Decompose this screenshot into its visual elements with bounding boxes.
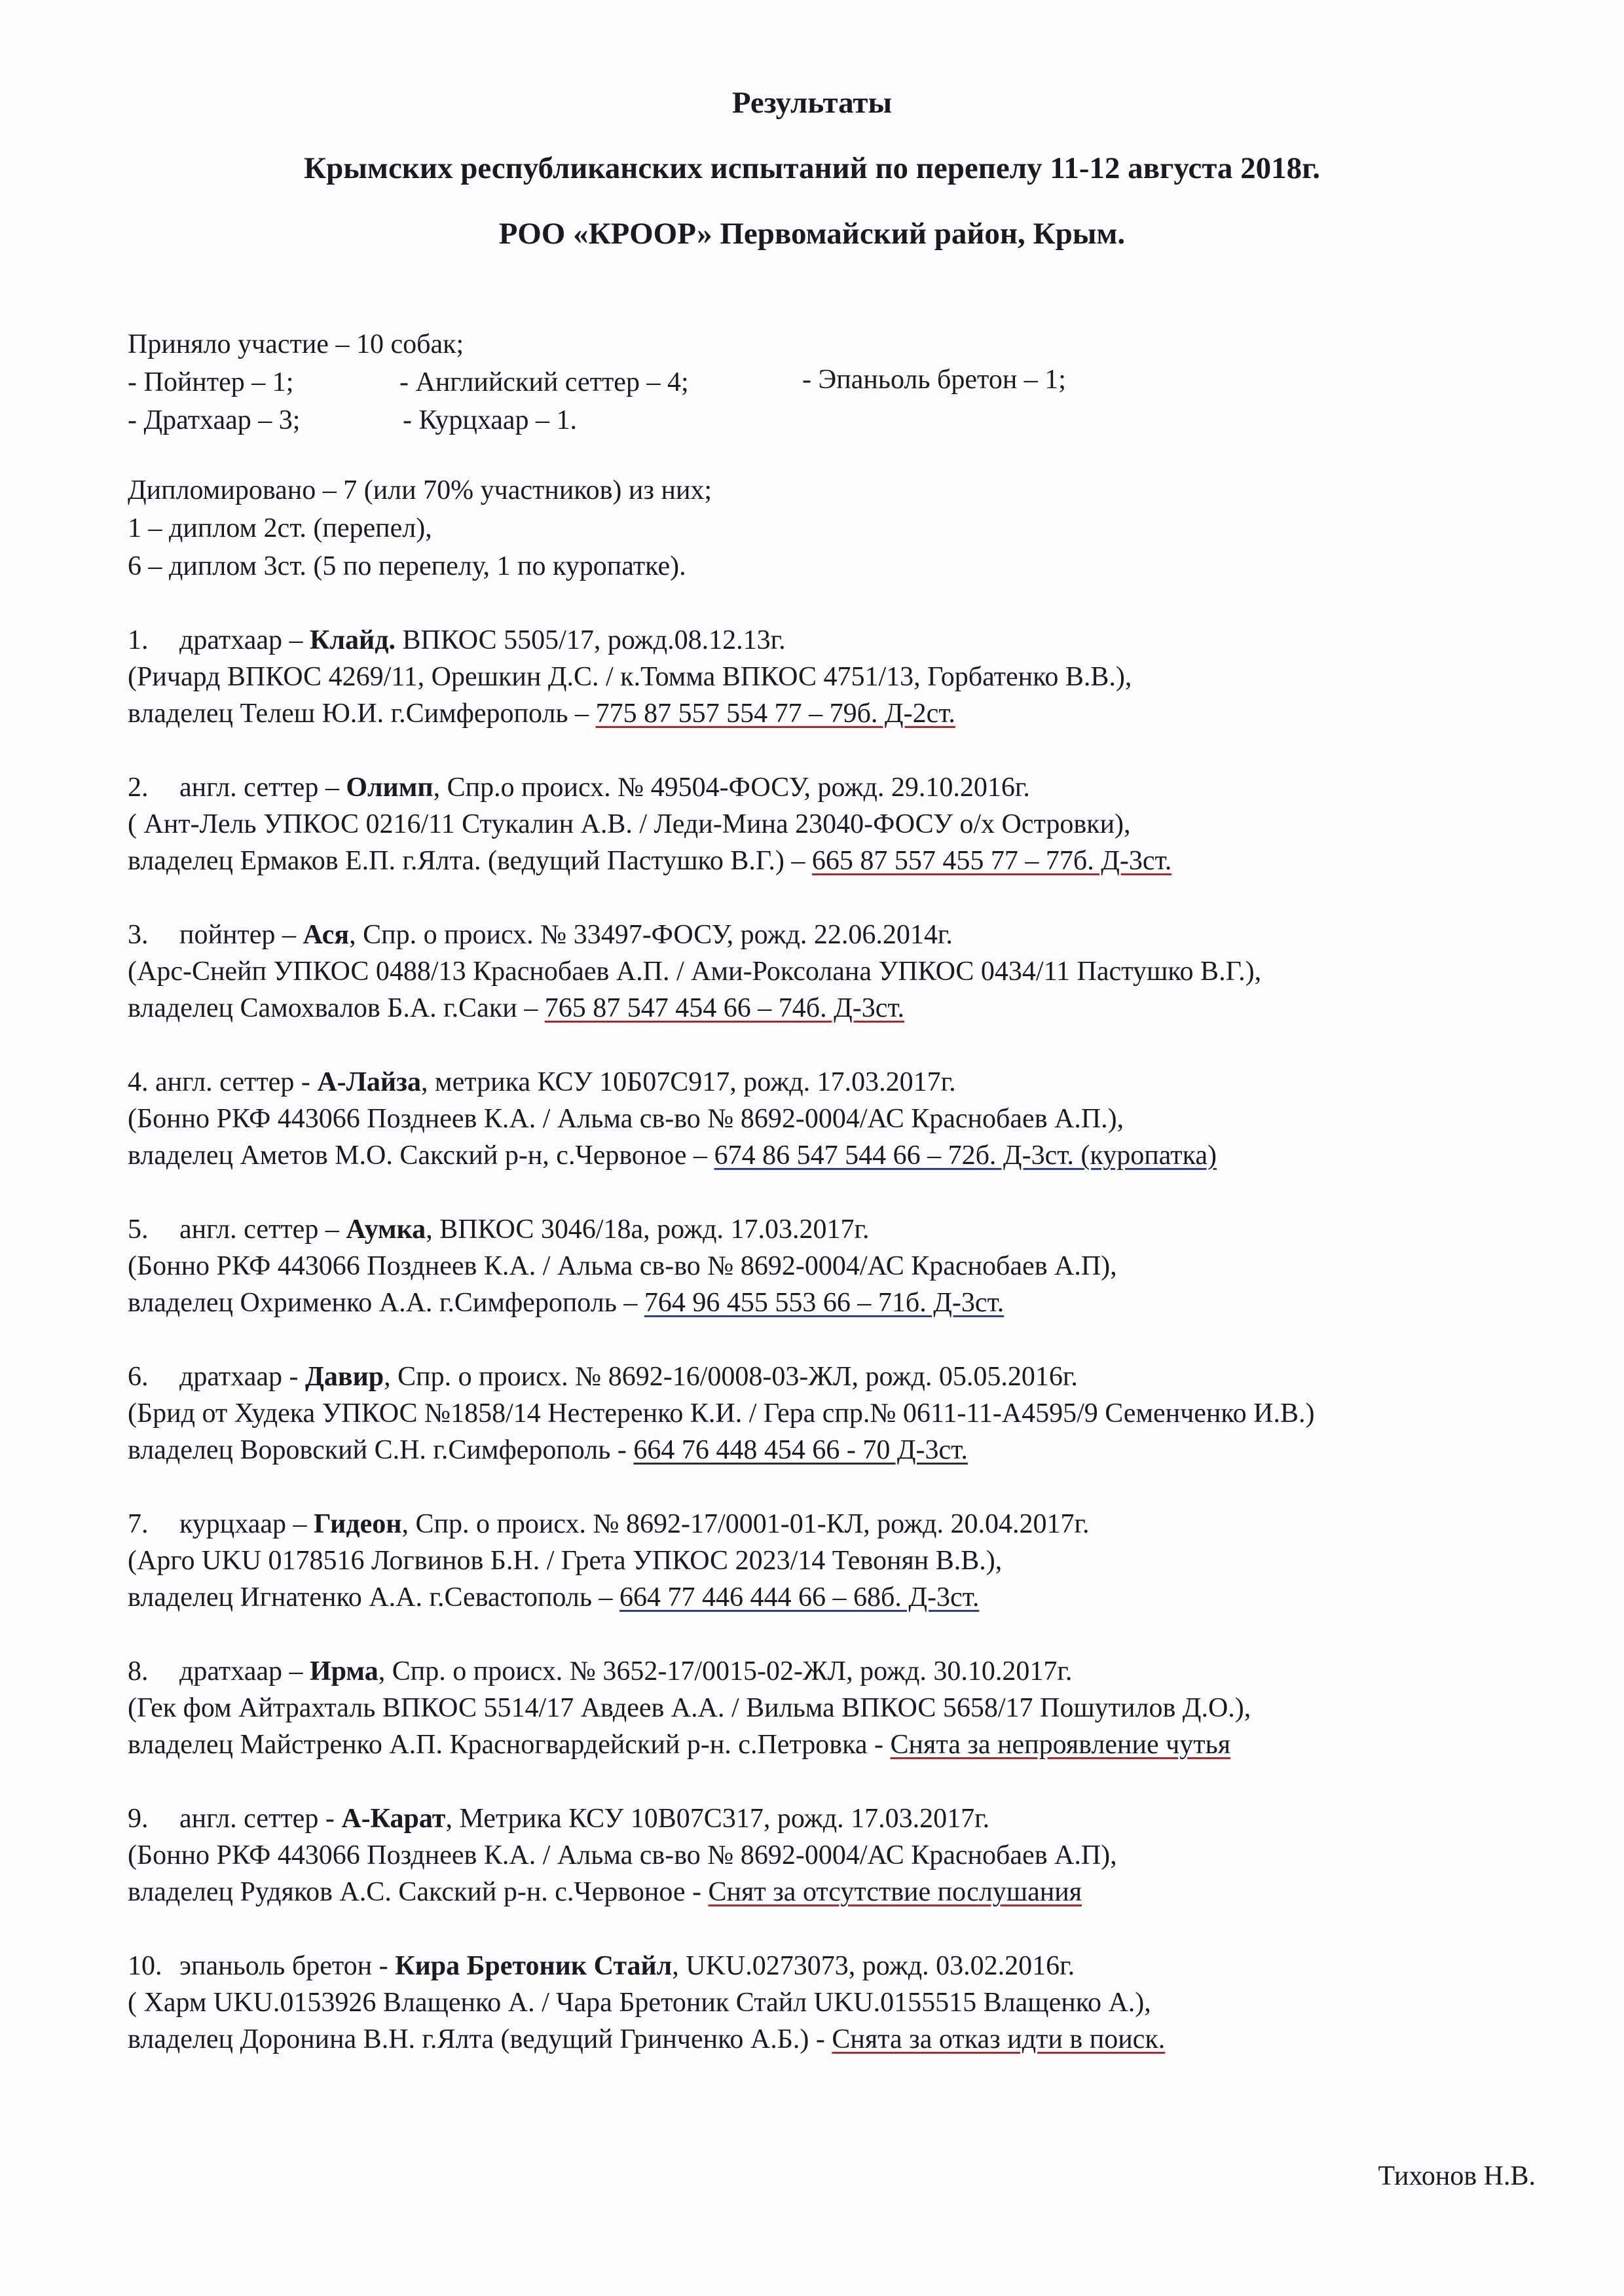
entry-details: ВПКОС 5505/17, рожд.08.12.13г. xyxy=(395,625,786,655)
entry-number: 6. xyxy=(128,1362,149,1392)
entry-breed: англ. сеттер - xyxy=(155,1067,318,1097)
diploma-2nd-line: 1 – диплом 2ст. (перепел), xyxy=(128,513,432,543)
entry-owner-line xyxy=(128,843,1588,879)
entry-dog-name: А-Лайза xyxy=(317,1067,422,1097)
entry-owner-line xyxy=(128,1874,1588,1910)
entry-result: 765 87 547 454 66 – 74б. Д-3ст. xyxy=(544,993,905,1023)
entry-breed: дратхаар - xyxy=(179,1362,305,1392)
result-entry xyxy=(128,1800,1588,1910)
entry-number: 2. xyxy=(128,773,149,803)
entry-result: 674 86 547 544 66 – 72б. Д-3ст. (куропатка) xyxy=(714,1140,1217,1171)
entry-details: , Спр.о происх. № 49504-ФОСУ, рожд. 29.10.2016г. xyxy=(433,773,1030,803)
diploma-3rd-line: 6 – диплом 3ст. (5 по перепелу, 1 по куропатке). xyxy=(128,551,686,581)
entry-number: 10. xyxy=(128,1951,162,1981)
entry-parents: (Бонно РКФ 443066 Позднеев К.А. / Альма св-во № 8692-0004/АС Краснобаев А.П.), xyxy=(128,1104,1124,1134)
entry-parents: (Арго UKU 0178516 Логвинов Б.Н. / Грета УПКОС 2023/14 Тевонян В.В.), xyxy=(128,1546,1003,1576)
entry-head xyxy=(128,1506,1588,1542)
entry-number: 3. xyxy=(128,920,149,950)
entry-dog-name: Гидеон xyxy=(314,1509,402,1539)
entry-result: 775 87 557 554 77 – 79б. Д-2ст. xyxy=(595,699,955,729)
entry-details: , метрика КСУ 10Б07С917, рожд. 17.03.2017г. xyxy=(421,1067,956,1097)
breed-count-drahthaar: - Дратхаар – 3; xyxy=(128,405,301,435)
entry-owner-line xyxy=(128,2021,1588,2058)
result-entry xyxy=(128,769,1588,879)
entry-dog-name: Давир xyxy=(305,1362,384,1392)
entry-dog-name: Ася xyxy=(303,920,350,950)
entry-breed: пойнтер – xyxy=(179,920,303,950)
participated-line xyxy=(128,325,464,363)
entry-details: , Спр. о происх. № 3652-17/0015-02-ЖЛ, рожд. 30.10.2017г. xyxy=(378,1656,1073,1686)
entry-owner: владелец Воровский С.Н. г.Симферополь - xyxy=(128,1435,634,1465)
entry-result: Снят за отсутствие послушания xyxy=(708,1877,1082,1907)
entry-details: , ВПКОС 3046/18а, рожд. 17.03.2017г. xyxy=(426,1214,870,1245)
entry-owner: владелец Телеш Ю.И. г.Симферополь – xyxy=(128,699,596,729)
entry-breed: дратхаар – xyxy=(179,1656,310,1686)
entry-result: Снята за непроявление чутья xyxy=(890,1730,1231,1760)
entry-parents: (Гек фом Айтрахталь ВПКОС 5514/17 Авдеев А.А. / Вильма ВПКОС 5658/17 Пошутилов Д.О.), xyxy=(128,1693,1251,1723)
document-subtitle: Крымских республиканских испытаний по перепелу 11-12 августа 2018г. xyxy=(304,151,1320,185)
entry-details: , Спр. о происх. № 8692-16/0008-03-ЖЛ, рожд. 05.05.2016г. xyxy=(384,1362,1078,1392)
entry-owner: владелец Ермаков Е.П. г.Ялта. (ведущий Пастушко В.Г.) – xyxy=(128,846,812,876)
participation-summary xyxy=(128,325,1066,439)
breeds-row-1 xyxy=(128,363,1066,401)
result-entry xyxy=(128,1211,1588,1321)
entry-parents: ( Харм UKU.0153926 Влащенко А. / Чара Бретоник Стайл UKU.0155515 Влащенко А.), xyxy=(128,1988,1151,2018)
entry-owner: владелец Самохвалов Б.А. г.Саки – xyxy=(128,993,545,1023)
entry-parents: (Бонно РКФ 443066 Позднеев К.А. / Альма св-во № 8692-0004/АС Краснобаев А.П), xyxy=(128,1251,1117,1281)
participated-text: Приняло участие – 10 собак; xyxy=(128,329,464,359)
entry-parents: ( Ант-Лель УПКОС 0216/11 Стукалин А.В. / Леди-Мина 23040-ФОСУ о/х Островки), xyxy=(128,809,1131,839)
document-title: Результаты xyxy=(731,86,893,120)
entry-dog-name: Аумка xyxy=(346,1214,426,1245)
entry-number: 7. xyxy=(128,1509,149,1539)
breeds-row-2 xyxy=(128,401,578,439)
entry-details: , UKU.0273073, рожд. 03.02.2016г. xyxy=(672,1951,1075,1981)
entry-head xyxy=(128,769,1588,806)
entry-breed: дратхаар – xyxy=(179,625,310,655)
entry-details: , Метрика КСУ 10В07С317, рожд. 17.03.2017г. xyxy=(445,1804,990,1834)
entry-head xyxy=(128,1800,1588,1837)
result-entry xyxy=(128,1506,1588,1616)
result-entry xyxy=(128,1064,1588,1174)
entry-result: 664 76 448 454 66 - 70 Д-3ст. xyxy=(633,1435,968,1465)
entry-owner: владелец Доронина В.Н. г.Ялта (ведущий Гринченко А.Б.) - xyxy=(128,2024,832,2054)
entry-dog-name: Клайд. xyxy=(310,625,396,655)
breed-count-kurzhaar: - Курцхаар – 1. xyxy=(403,405,578,435)
diploma-total-line: Дипломировано – 7 (или 70% участников) из них; xyxy=(128,475,712,505)
entry-breed: эпаньоль бретон - xyxy=(179,1951,396,1981)
entry-parents: (Арс-Снейп УПКОС 0488/13 Краснобаев А.П. / Ами-Роксолана УПКОС 0434/11 Пастушко В.Г.), xyxy=(128,957,1262,987)
entry-head xyxy=(128,1064,1588,1101)
entry-result: Снята за отказ идти в поиск. xyxy=(832,2024,1166,2054)
entry-owner-line xyxy=(128,990,1588,1027)
entry-number: 1. xyxy=(128,625,149,655)
result-entry xyxy=(128,1358,1588,1468)
entry-details: , Спр. о происх. № 8692-17/0001-01-КЛ, рожд. 20.04.2017г. xyxy=(401,1509,1090,1539)
breed-count-epagneul-breton: - Эпаньоль бретон – 1; xyxy=(802,365,1066,395)
entry-head xyxy=(128,622,1588,659)
breed-count-pointer: - Пойнтер – 1; xyxy=(128,367,294,397)
entry-dog-name: Ирма xyxy=(310,1656,378,1686)
entry-dog-name: А-Карат xyxy=(341,1804,446,1834)
entry-parents: (Бонно РКФ 443066 Позднеев К.А. / Альма св-во № 8692-0004/АС Краснобаев А.П), xyxy=(128,1840,1117,1870)
result-entry xyxy=(128,917,1588,1027)
breed-count-english-setter: - Английский сеттер – 4; xyxy=(399,367,689,397)
entry-breed: англ. сеттер – xyxy=(179,1214,346,1245)
entry-number: 9. xyxy=(128,1804,149,1834)
entry-owner: владелец Майстренко А.П. Красногвардейский р-н. с.Петровка - xyxy=(128,1730,891,1760)
result-entry xyxy=(128,622,1588,732)
entry-dog-name: Кира Бретоник Стайл xyxy=(395,1951,673,1981)
entry-number: 5. xyxy=(128,1214,149,1245)
entry-head xyxy=(128,917,1588,953)
organization-line: РОО «КРООР» Первомайский район, Крым. xyxy=(498,217,1126,251)
entry-head xyxy=(128,1653,1588,1690)
entry-owner-line xyxy=(128,1137,1588,1174)
entry-parents: (Брид от Худека УПКОС №1858/14 Нестеренко К.И. / Гера спр.№ 0611-11-А4595/9 Семенченко И.В.) xyxy=(128,1398,1315,1429)
entry-breed: англ. сеттер – xyxy=(179,773,346,803)
entry-number: 8. xyxy=(128,1656,149,1686)
entry-owner: владелец Игнатенко А.А. г.Севастополь – xyxy=(128,1582,620,1613)
entry-head xyxy=(128,1948,1588,1984)
entry-result: 764 96 455 553 66 – 71б. Д-3ст. xyxy=(644,1288,1005,1318)
result-entry xyxy=(128,1948,1588,2058)
results-list xyxy=(128,622,1588,2095)
entry-owner: владелец Рудяков А.С. Сакский р-н. с.Червоное - xyxy=(128,1877,709,1907)
entry-owner-line xyxy=(128,1726,1588,1763)
result-entry xyxy=(128,1653,1588,1763)
entry-owner: владелец Аметов М.О. Сакский р-н, с.Червоное – xyxy=(128,1140,714,1171)
entry-head xyxy=(128,1211,1588,1248)
entry-owner-line xyxy=(128,1285,1588,1321)
entry-breed: курцхаар – xyxy=(179,1509,314,1539)
entry-result: 665 87 557 455 77 – 77б. Д-3ст. xyxy=(811,846,1172,876)
entry-number: 4. xyxy=(128,1067,149,1097)
entry-owner-line xyxy=(128,695,1588,732)
entry-dog-name: Олимп xyxy=(346,773,434,803)
entry-breed: англ. сеттер - xyxy=(179,1804,342,1834)
entry-result: 664 77 446 444 66 – 68б. Д-3ст. xyxy=(619,1582,980,1613)
entry-head xyxy=(128,1358,1588,1395)
diploma-summary xyxy=(128,471,712,585)
entry-parents: (Ричард ВПКОС 4269/11, Орешкин Д.С. / к.Томма ВПКОС 4751/13, Горбатенко В.В.), xyxy=(128,662,1132,692)
entry-owner-line xyxy=(128,1579,1588,1616)
entry-owner-line xyxy=(128,1432,1588,1468)
entry-details: , Спр. о происх. № 33497-ФОСУ, рожд. 22.06.2014г. xyxy=(349,920,953,950)
signature-name: Тихонов Н.В. xyxy=(1378,2161,1536,2191)
entry-owner: владелец Охрименко А.А. г.Симферополь – xyxy=(128,1288,644,1318)
